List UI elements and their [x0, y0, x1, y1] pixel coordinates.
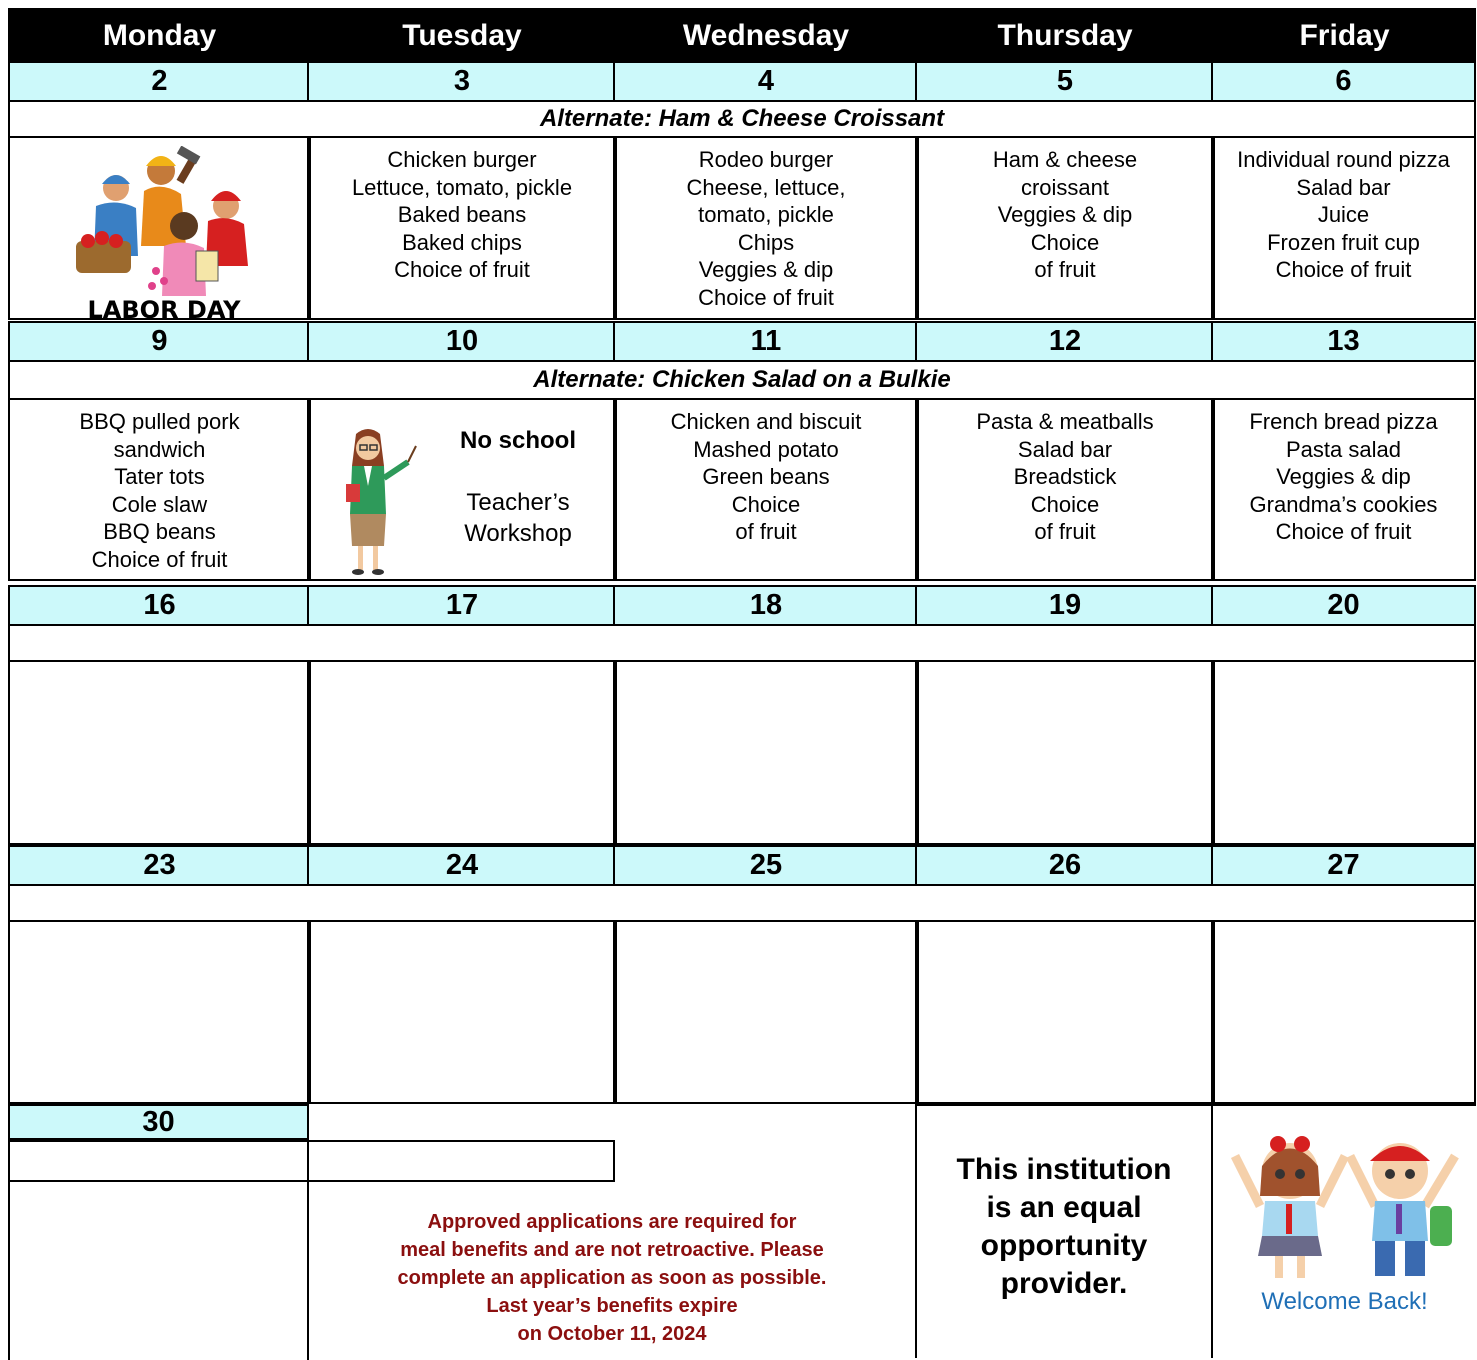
menu-items [1237, 146, 1450, 284]
menu-item: Baked beans [397, 202, 527, 228]
date-number: 10 [445, 325, 479, 357]
menu-item: Pasta & meatballs [976, 409, 1154, 434]
teacher-icon [328, 426, 418, 578]
date-number: 2 [151, 65, 168, 97]
menu-item: Salad bar [1296, 174, 1391, 200]
menu-item: Mashed potato [693, 436, 839, 462]
no-school-title: No school [459, 427, 576, 454]
welcome-back-text: Welcome Back! [1261, 1288, 1428, 1315]
date-number: 6 [1335, 65, 1352, 97]
alternate-row [8, 624, 1476, 662]
kids-waving-icon [1220, 1116, 1470, 1286]
menu-item: Juice [1317, 202, 1370, 228]
menu-cell-thursday-19 [915, 660, 1215, 845]
menu-item: of fruit [735, 519, 797, 545]
menu-item: Choice of fruit [698, 284, 834, 310]
menu-item: Green beans [702, 464, 830, 490]
date-cell-17 [307, 585, 617, 626]
menu-item: Cole slaw [111, 491, 208, 517]
date-number: 24 [445, 849, 479, 881]
eqop-line: is an equal [986, 1191, 1142, 1224]
menu-item: Salad bar [1017, 436, 1113, 462]
date-number: 23 [143, 849, 176, 881]
menu-cell-monday-30 [8, 1180, 309, 1360]
menu-item: of fruit [1034, 519, 1096, 545]
notice-line: Last year’s benefits expire [486, 1295, 738, 1317]
workers-clipart-icon [66, 146, 266, 296]
notice-line: on October 11, 2024 [517, 1323, 707, 1345]
menu-item: French bread pizza [1249, 409, 1438, 434]
no-school-line1: Teacher’s [466, 489, 570, 516]
date-cell-11 [613, 321, 919, 362]
menu-cell-friday-20 [1211, 660, 1476, 845]
date-cell-26 [915, 845, 1215, 886]
menu-cell-tuesday-3 [307, 136, 617, 320]
date-number: 26 [1048, 849, 1082, 881]
menu-item: Individual round pizza [1237, 147, 1450, 172]
notice-line: meal benefits and are not retroactive. Please [400, 1239, 824, 1261]
date-number: 30 [142, 1105, 175, 1138]
date-cell-25 [613, 845, 919, 886]
menu-item: Chicken burger [387, 147, 537, 172]
menu-cell-wednesday-18 [613, 660, 919, 845]
menu-cell-thursday-26 [915, 920, 1215, 1104]
date-cell-18 [613, 585, 919, 626]
menu-item: sandwich [113, 436, 206, 462]
date-number: 9 [151, 325, 168, 357]
menu-item: Ham & cheese [992, 147, 1138, 172]
date-number: 12 [1048, 325, 1082, 357]
eqop-line: provider. [1000, 1267, 1128, 1300]
day-header-thursday: Thursday [915, 8, 1213, 63]
menu-item: Choice of fruit [394, 257, 530, 283]
menu-items [687, 146, 846, 312]
equal-opportunity-statement [915, 1104, 1213, 1358]
menu-item: Tater tots [114, 464, 205, 490]
menu-items [352, 146, 572, 284]
menu-cell-tuesday-24 [307, 920, 617, 1104]
welcome-back-cell [1211, 1104, 1476, 1358]
menu-item: croissant [1020, 174, 1110, 200]
date-cell-3 [307, 61, 617, 102]
date-cell-19 [915, 585, 1215, 626]
menu-cell-tuesday-17 [307, 660, 617, 845]
menu-item: tomato, pickle [698, 202, 834, 228]
date-number: 13 [1327, 325, 1360, 357]
menu-item: Cheese, lettuce, [686, 174, 846, 200]
alternate-entree: Alternate: Chicken Salad on a Bulkie [533, 366, 951, 393]
day-header-friday: Friday [1211, 8, 1476, 63]
labor-day-label: LABOR DAY [87, 296, 241, 324]
date-cell-27 [1211, 845, 1476, 886]
menu-item: Choice [1030, 229, 1100, 255]
alternate-row [8, 360, 1476, 400]
menu-item: Veggies & dip [997, 202, 1133, 228]
day-header-wednesday: Wednesday [613, 8, 917, 63]
menu-items [993, 146, 1137, 284]
menu-item: BBQ beans [103, 519, 216, 545]
date-cell-30 [8, 1104, 309, 1140]
date-number: 18 [749, 589, 783, 621]
date-cell-24 [307, 845, 617, 886]
notice-line: complete an application as soon as possible. [397, 1267, 827, 1289]
date-cell-2 [8, 61, 311, 102]
day-header-tuesday: Tuesday [307, 8, 615, 63]
menu-cell-monday-23 [8, 920, 311, 1104]
menu-cell-friday-6 [1211, 136, 1476, 320]
date-cell-5 [915, 61, 1215, 102]
date-cell-12 [915, 321, 1215, 362]
menu-cell-thursday-5 [915, 136, 1215, 320]
date-number: 5 [1056, 65, 1074, 97]
date-number: 17 [445, 589, 479, 621]
date-number: 16 [143, 589, 176, 621]
menu-cell-friday-27 [1211, 920, 1476, 1104]
notice-line: Approved applications are required for [427, 1211, 797, 1233]
date-cell-20 [1211, 585, 1476, 626]
menu-items [671, 408, 862, 546]
menu-cell-wednesday-11 [613, 398, 919, 581]
no-school-text [433, 426, 603, 549]
menu-items [1249, 408, 1437, 546]
benefits-notice [307, 1140, 917, 1358]
menu-cell-monday-9 [8, 398, 311, 581]
menu-cell-thursday-12 [915, 398, 1215, 581]
date-number: 4 [757, 65, 775, 97]
menu-item: Grandma’s cookies [1249, 491, 1438, 517]
alternate-entree: Alternate: Ham & Cheese Croissant [539, 105, 945, 132]
date-number: 19 [1048, 589, 1082, 621]
date-cell-13 [1211, 321, 1476, 362]
menu-item: Chips [737, 229, 795, 255]
menu-item: Lettuce, tomato, pickle [351, 174, 573, 200]
menu-item: Baked chips [402, 229, 522, 255]
alternate-row [8, 884, 1476, 922]
menu-item: Choice [731, 491, 801, 517]
menu-item: Choice of fruit [1275, 519, 1412, 545]
date-number: 3 [453, 65, 471, 97]
menu-item: Veggies & dip [1276, 464, 1411, 490]
menu-item: Breadstick [1013, 464, 1117, 490]
date-cell-6 [1211, 61, 1476, 102]
menu-cell-friday-13 [1211, 398, 1476, 581]
lunch-menu-calendar [8, 8, 1476, 1358]
menu-item: BBQ pulled pork [79, 409, 240, 434]
menu-item: Rodeo burger [698, 147, 834, 172]
menu-item: Choice of fruit [1275, 257, 1412, 283]
menu-item: of fruit [1034, 257, 1096, 283]
date-cell-4 [613, 61, 919, 102]
menu-item: Choice [1030, 491, 1100, 517]
menu-item: Pasta salad [1286, 436, 1401, 462]
date-cell-10 [307, 321, 617, 362]
menu-item: Veggies & dip [698, 257, 834, 283]
date-number: 27 [1327, 849, 1360, 881]
date-cell-9 [8, 321, 311, 362]
date-cell-16 [8, 585, 311, 626]
menu-cell-wednesday-25 [613, 920, 919, 1104]
date-number: 11 [750, 325, 782, 357]
eqop-line: This institution [956, 1153, 1172, 1186]
date-number: 25 [749, 849, 783, 881]
no-school-line2: Workshop [464, 520, 572, 547]
alternate-row [8, 100, 1476, 138]
labor-day-illustration [66, 146, 266, 324]
menu-items [79, 408, 239, 574]
menu-item: Choice of fruit [91, 546, 228, 572]
teacher-illustration [328, 426, 418, 578]
date-cell-23 [8, 845, 311, 886]
menu-item: Chicken and biscuit [670, 409, 862, 434]
menu-item: Frozen fruit cup [1267, 229, 1420, 255]
eqop-line: opportunity [980, 1229, 1148, 1262]
menu-cell-monday-16 [8, 660, 311, 845]
menu-cell-wednesday-4 [613, 136, 919, 320]
day-header-monday: Monday [8, 8, 309, 63]
date-number: 20 [1327, 589, 1360, 621]
menu-items [976, 408, 1153, 546]
